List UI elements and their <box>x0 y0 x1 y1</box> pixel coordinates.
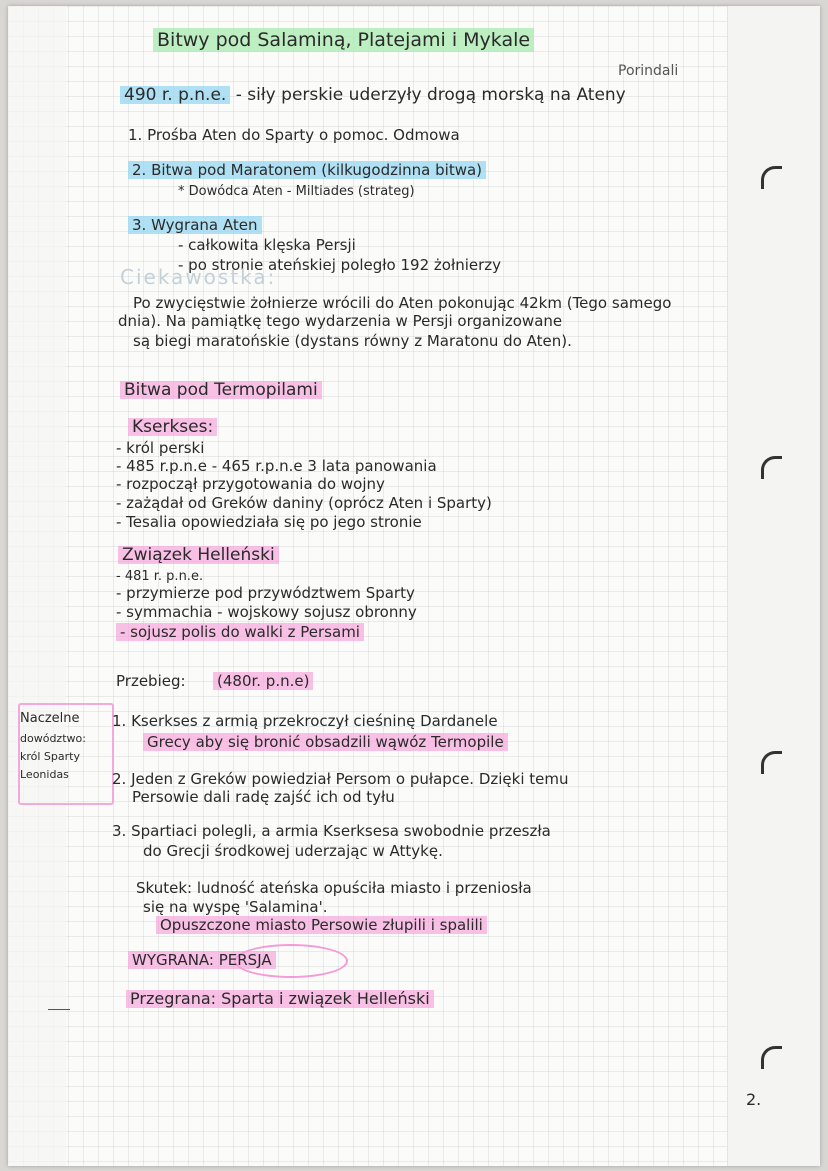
termopile-heading <box>120 381 322 399</box>
kserkses-line-2: - 485 r.p.n.e - 465 r.p.n.e 3 lata panowania <box>116 457 437 475</box>
skutek-line-3-text: Opuszczone miasto Persowie złupili i spalili <box>156 916 487 934</box>
zwiazek-line-4 <box>116 623 364 641</box>
ciekawostka-line-1: Po zwycięstwie żołnierze wrócili do Aten pokonując 42km (Tego samego <box>133 294 672 312</box>
marathon-item-2-text: 2. Bitwa pod Maratonem (kilkugodzinna bitwa) <box>128 161 486 179</box>
przegrana-line <box>126 990 434 1008</box>
intro-date: 490 r. p.n.e. <box>120 86 230 104</box>
zwiazek-line-2: - przymierze pod przywództwem Sparty <box>116 584 415 602</box>
kserkses-heading-text: Kserkses: <box>128 418 217 436</box>
przebieg-1-line-2 <box>143 733 508 751</box>
zwiazek-heading-text: Związek Helleński <box>118 546 279 564</box>
przebieg-3-line-1: 3. Spartiaci polegli, a armia Kserksesa swobodnie przeszła <box>112 822 551 840</box>
zwiazek-line-1: - 481 r. p.n.e. <box>116 569 204 584</box>
marathon-item-2-sub: * Dowódca Aten - Miltiades (strateg) <box>178 184 415 199</box>
margin-dash <box>48 1009 70 1010</box>
zwiazek-line-3: - symmachia - wojskowy sojusz obronny <box>116 603 417 621</box>
ciekawostka-line-3: są biegi maratońskie (dystans równy z Maratonu do Aten). <box>133 332 572 350</box>
binder-ring-icon <box>761 166 782 189</box>
przebieg-date <box>213 672 313 690</box>
kserkses-heading <box>128 418 217 436</box>
left-margin <box>8 6 66 1166</box>
ciekawostka-line-2: dnia). Na pamiątkę tego wydarzenia w Persji organizowane <box>118 312 563 330</box>
wygrana-text: WYGRANA: PERSJA <box>128 951 276 969</box>
skutek-line-1: Skutek: ludność ateńska opuściła miasto i przeniosła <box>136 879 532 897</box>
top-right-note: Porindali <box>618 63 679 79</box>
skutek-line-3 <box>156 916 487 934</box>
binder-ring-icon <box>761 1046 782 1069</box>
przebieg-1-line-1: 1. Kserkses z armią przekroczył cieśninę Dardanele <box>112 712 498 730</box>
wygrana-line <box>128 951 276 969</box>
kserkses-line-4: - zażądał od Greków daniny (oprócz Aten i Sparty) <box>116 494 492 512</box>
side-note-line-1: Naczelne <box>20 711 80 726</box>
page-title <box>153 28 534 52</box>
side-note-line-2: dowództwo: <box>20 732 86 745</box>
marathon-item-3 <box>128 216 262 234</box>
side-note-line-3: król Sparty <box>20 750 80 763</box>
marathon-item-1: 1. Prośba Aten do Sparty o pomoc. Odmowa <box>128 126 460 144</box>
marathon-item-2 <box>128 161 486 179</box>
przebieg-1-line-2-text: Grecy aby się bronić obsadzili wąwóz Termopile <box>143 733 508 751</box>
termopile-heading-text: Bitwa pod Termopilami <box>120 381 322 399</box>
przebieg-date-text: (480r. p.n.e) <box>213 672 313 690</box>
przebieg-label: Przebieg: <box>116 672 186 690</box>
zwiazek-line-4-text: - sojusz polis do walki z Persami <box>116 623 364 641</box>
kserkses-line-3: - rozpoczął przygotowania do wojny <box>116 475 385 493</box>
skutek-line-2: się na wyspę 'Salamina'. <box>143 898 328 916</box>
binder-ring-icon <box>761 751 782 774</box>
przebieg-3-line-2: do Grecji środkowej uderzając w Attykę. <box>143 842 443 860</box>
marathon-item-3-text: 3. Wygrana Aten <box>128 216 262 234</box>
intro-line <box>120 86 626 104</box>
binder-ring-icon <box>761 456 782 479</box>
notebook-page <box>8 6 820 1166</box>
side-note-line-4: Leonidas <box>20 768 69 781</box>
kserkses-line-1: - król perski <box>116 439 205 457</box>
intro-text: - siły perskie uderzyły drogą morską na Ateny <box>235 85 626 105</box>
ciekawostka-heading: Ciekawostka: <box>120 265 277 289</box>
marathon-item-3-sub1: - całkowita klęska Persji <box>178 236 356 254</box>
page-number: 2. <box>746 1090 762 1109</box>
title-text: Bitwy pod Salaminą, Platejami i Mykale <box>153 28 534 52</box>
kserkses-line-5: - Tesalia opowiedziała się po jego stronie <box>116 513 422 531</box>
marathon-item-3-sub2: - po stronie ateńskiej poległo 192 żołnierzy <box>178 256 502 274</box>
zwiazek-heading <box>118 546 279 564</box>
przegrana-text: Przegrana: Sparta i związek Helleński <box>126 990 434 1008</box>
przebieg-2-line-1: 2. Jeden z Greków powiedział Persom o pułapce. Dzięki temu <box>112 770 569 788</box>
przebieg-2-line-2: Persowie dali radę zajść ich od tyłu <box>132 788 395 806</box>
